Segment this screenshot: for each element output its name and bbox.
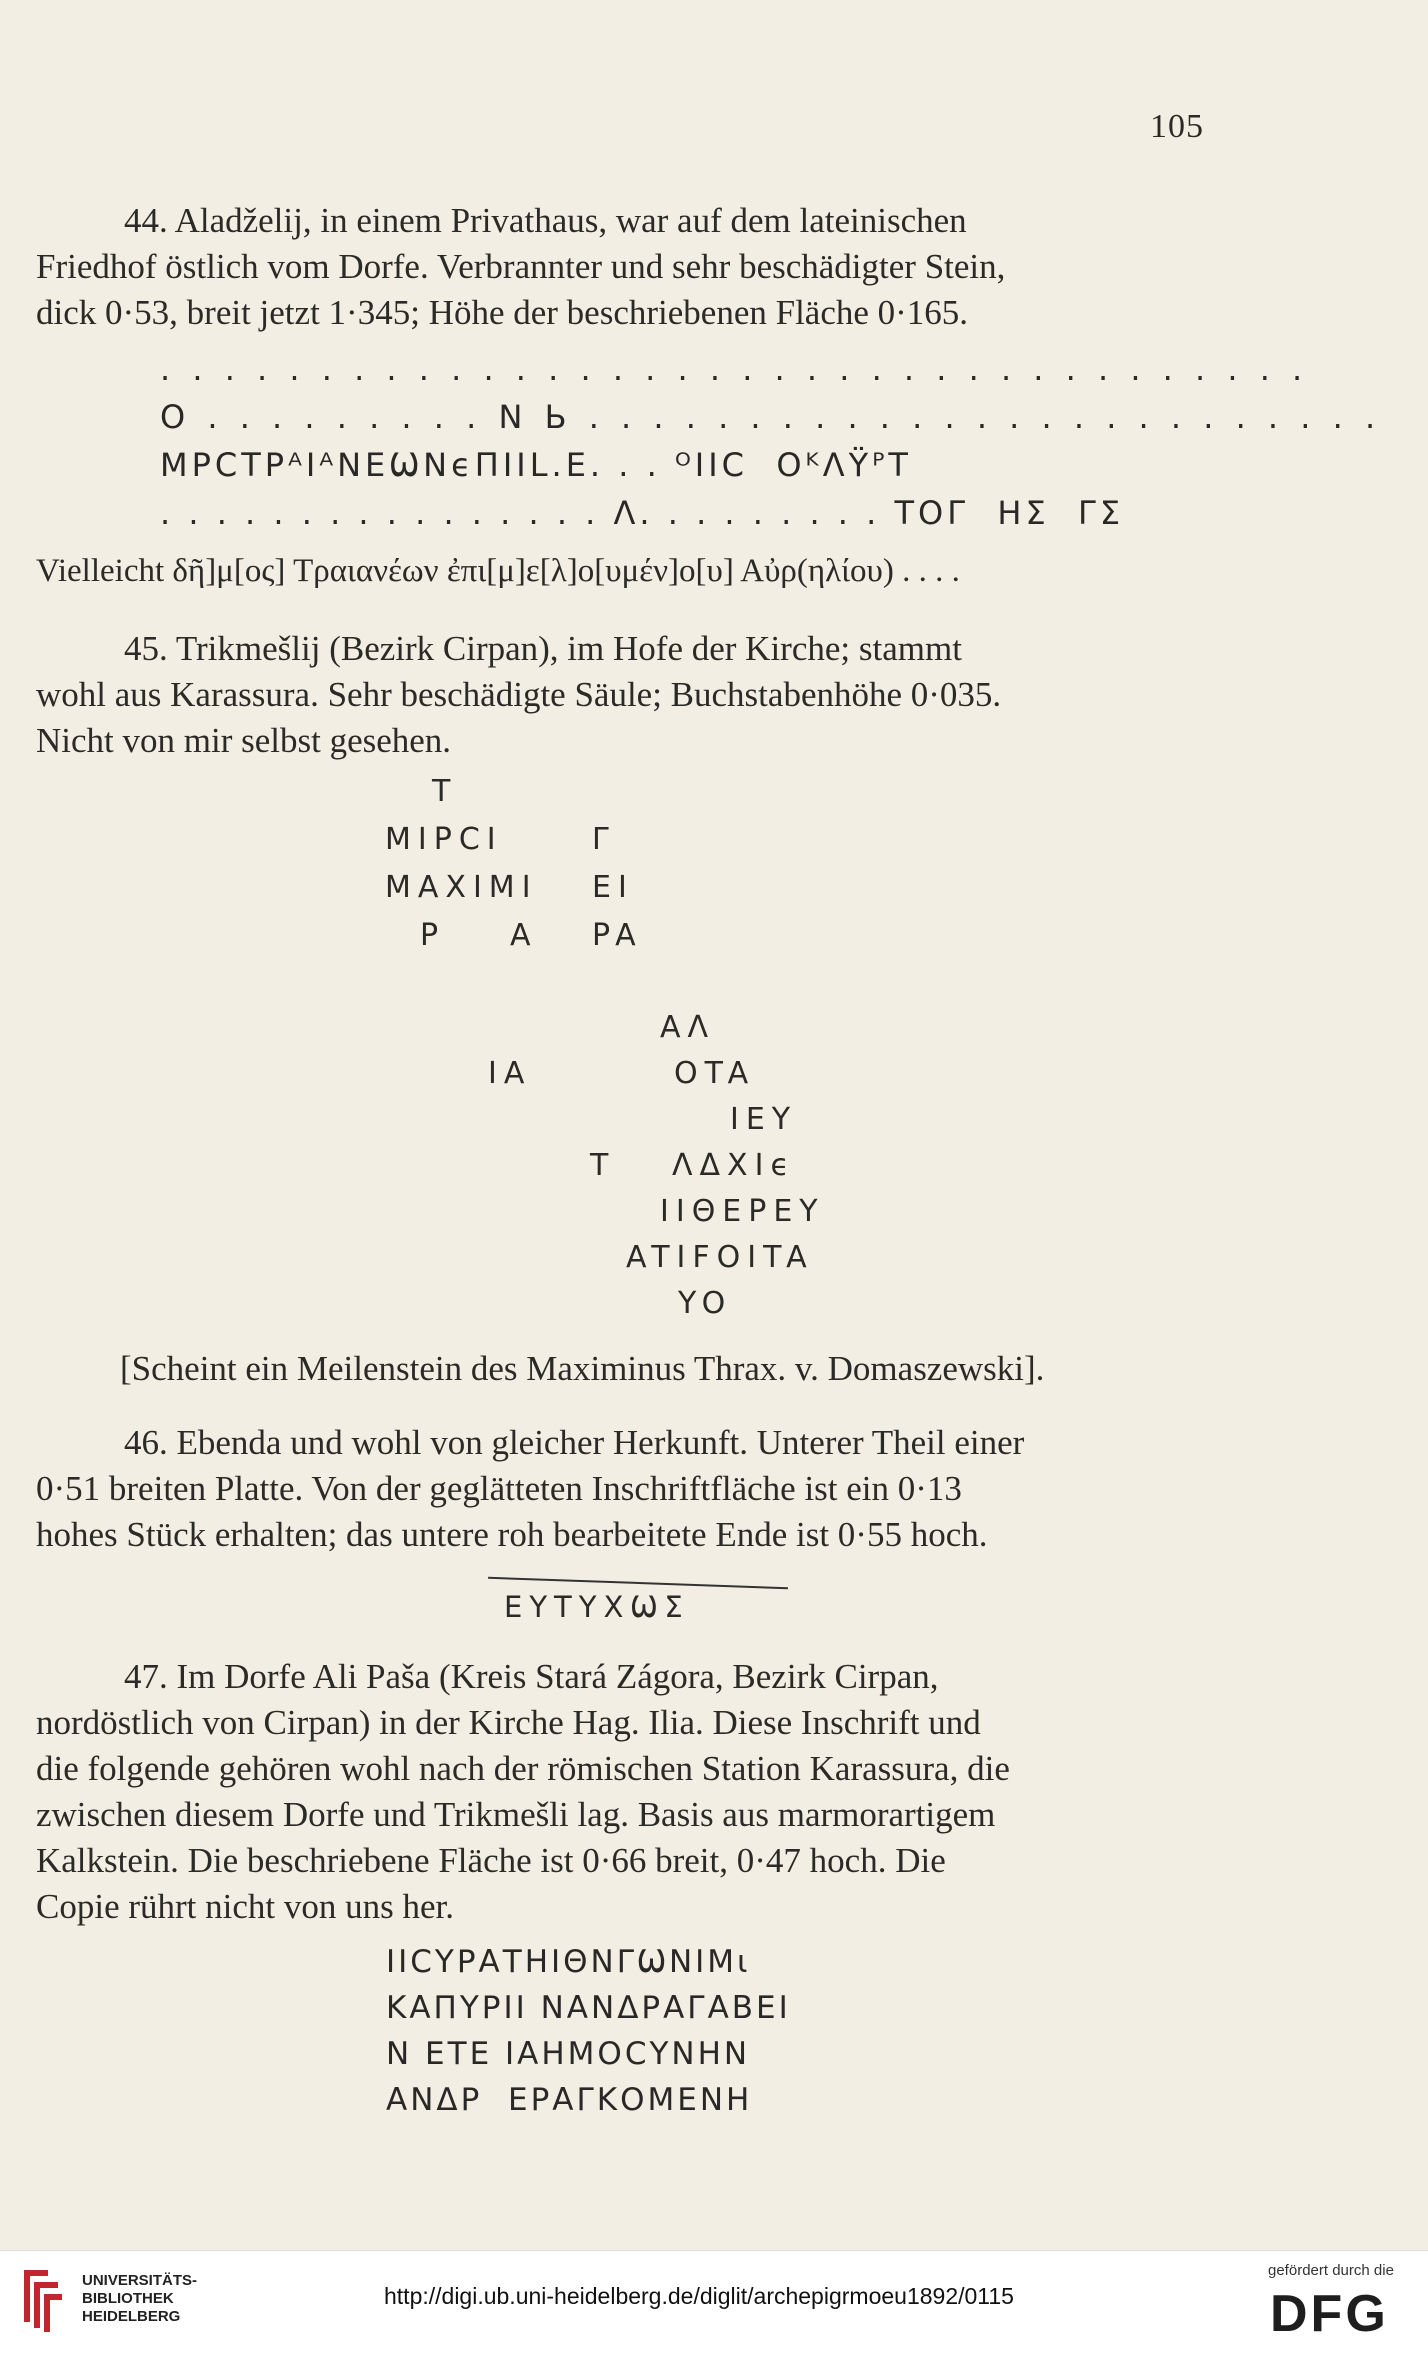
entry-44-text-cont <box>36 244 1216 336</box>
entry-46-line: hohes Stück erhalten; das untere roh bearbeitete Ende ist 0·55 hoch. <box>36 1515 988 1554</box>
entry-45-line: Nicht von mir selbst gesehen. <box>36 721 452 760</box>
inscription-47-line: ΚΑΠΥΡΙΙ ΝΑΝΔΡΑΓΑΒΕΙ <box>386 1990 791 2026</box>
entry-47-text <box>36 1654 1216 1700</box>
inscription-44-line: . . . . . . . . . . . . . . . . . . . . . . . . . . . . . . . . . . . . <box>160 350 1309 388</box>
entry-44-reading: Vielleicht δῆ]μ[ος] Τραιανέων ἐπι[μ]ε[λ]ο[υμέν]ο[υ] Αὐρ(ηλίου) . . . . <box>36 553 960 589</box>
library-logo-icon <box>18 2262 66 2334</box>
entry-46-line: 46. Ebenda und wohl von gleicher Herkunft. Unterer Theil einer <box>124 1423 1025 1462</box>
inscription-45-glyph: MAXIMI <box>385 870 538 905</box>
inscription-45-glyph: OTA <box>674 1056 756 1091</box>
inscription-44-line: . . . . . . . . . . . . . . . . Λ. . . . . . . . . ΤΟΓ ΗΣ ΓΣ <box>160 494 1125 532</box>
entry-44-line: 44. Aladželij, in einem Privathaus, war auf dem lateinischen <box>124 201 967 240</box>
library-name: UNIVERSITÄTS- BIBLIOTHEK HEIDELBERG <box>82 2272 198 2325</box>
entry-46-text-cont <box>36 1466 1216 1558</box>
inscription-45-glyph: ATIFOITA <box>626 1240 814 1275</box>
inscription-45-glyph: Γ <box>592 822 616 857</box>
inscription-45-glyph: EI <box>592 870 634 905</box>
inscription-47-line: ΙΙϹΥΡΑΤΗΙΘΝΓѠΝΙΜι <box>386 1944 751 1980</box>
entry-45-line: wohl aus Karassura. Sehr beschädigte Säule; Buchstabenhöhe 0·035. <box>36 675 1002 714</box>
inscription-45-glyph: MIPCI <box>385 822 503 857</box>
inscription-45-glyph: T <box>590 1148 616 1183</box>
funder-label: gefördert durch die <box>1268 2262 1394 2279</box>
inscription-44-line: O . . . . . . . . . N Ь . . . . . . . . . . . . . . . . . . . . . . . . . <box>160 398 1382 436</box>
inscription-47-line: ΑΝΔΡ ΕΡΑΓΚΟΜΕΝΗ <box>386 2082 753 2118</box>
entry-45-line: 45. Trikmešlij (Bezirk Cirpan), im Hofe der Kirche; stammt <box>124 629 962 668</box>
inscription-45-glyph: ΛΔXIϵ <box>672 1148 796 1183</box>
entry-47-line: die folgende gehören wohl nach der römischen Station Karassura, die <box>36 1749 1010 1788</box>
entry-45-text <box>36 626 1216 672</box>
entry-45-note: [Scheint ein Meilenstein des Maximinus Thrax. v. Domaszewski]. <box>120 1349 1045 1388</box>
inscription-44-line: ΜΡϹΤΡᴬΙᴬΝΕѠΝϵΠΙΙL.Ε. . . ᴼΙΙϹ ΟᴷΛΫᴾΤ <box>160 446 912 484</box>
inscription-45-glyph: P <box>420 918 446 953</box>
entry-47-line: Copie rührt nicht von uns her. <box>36 1887 455 1926</box>
page-number: 105 <box>1150 108 1204 145</box>
inscription-47-line: Ν ΕΤΕ ΙΑΗΜΟϹΥΝΗΝ <box>386 2036 751 2072</box>
entry-47-line: 47. Im Dorfe Ali Paša (Kreis Stará Zágora, Bezirk Cirpan, <box>124 1657 939 1696</box>
entry-47-line: Kalkstein. Die beschriebene Fläche ist 0·66 breit, 0·47 hoch. Die <box>36 1841 946 1880</box>
entry-44-line: Friedhof östlich vom Dorfe. Verbrannter und sehr beschädigter Stein, <box>36 247 1006 286</box>
inscription-46: ΕΥΤΥΧѠΣ <box>504 1590 690 1624</box>
inscription-45-glyph: YO <box>678 1286 733 1321</box>
inscription-45-glyph: IEY <box>730 1102 798 1137</box>
entry-46-line: 0·51 breiten Platte. Von der geglätteten Inschriftfläche ist ein 0·13 <box>36 1469 962 1508</box>
inscription-46-overline <box>488 1577 788 1589</box>
entry-47-line: nordöstlich von Cirpan) in der Kirche Hag. Ilia. Diese Inschrift und <box>36 1703 981 1742</box>
dfg-logo: DFG <box>1270 2285 1389 2343</box>
inscription-45-glyph: T <box>432 774 458 809</box>
inscription-45-glyph: PA <box>592 918 643 953</box>
source-url-link[interactable]: http://digi.ub.uni-heidelberg.de/diglit/archepigrmoeu1892/0115 <box>384 2283 1014 2309</box>
entry-47-text-cont <box>36 1700 1216 1930</box>
inscription-45-glyph: AΛ <box>660 1010 716 1045</box>
inscription-45-glyph: A <box>510 918 538 953</box>
entry-46-text <box>36 1420 1216 1466</box>
entry-44-text <box>36 198 1216 244</box>
entry-45-text-cont <box>36 672 1216 764</box>
inscription-45-glyph: IA <box>488 1056 532 1091</box>
entry-47-line: zwischen diesem Dorfe und Trikmešli lag. Basis aus marmorartigem <box>36 1795 996 1834</box>
entry-44-line: dick 0·53, breit jetzt 1·345; Höhe der beschriebenen Fläche 0·165. <box>36 293 969 332</box>
inscription-45-glyph: IIΘΕΡΕΥ <box>660 1194 825 1229</box>
